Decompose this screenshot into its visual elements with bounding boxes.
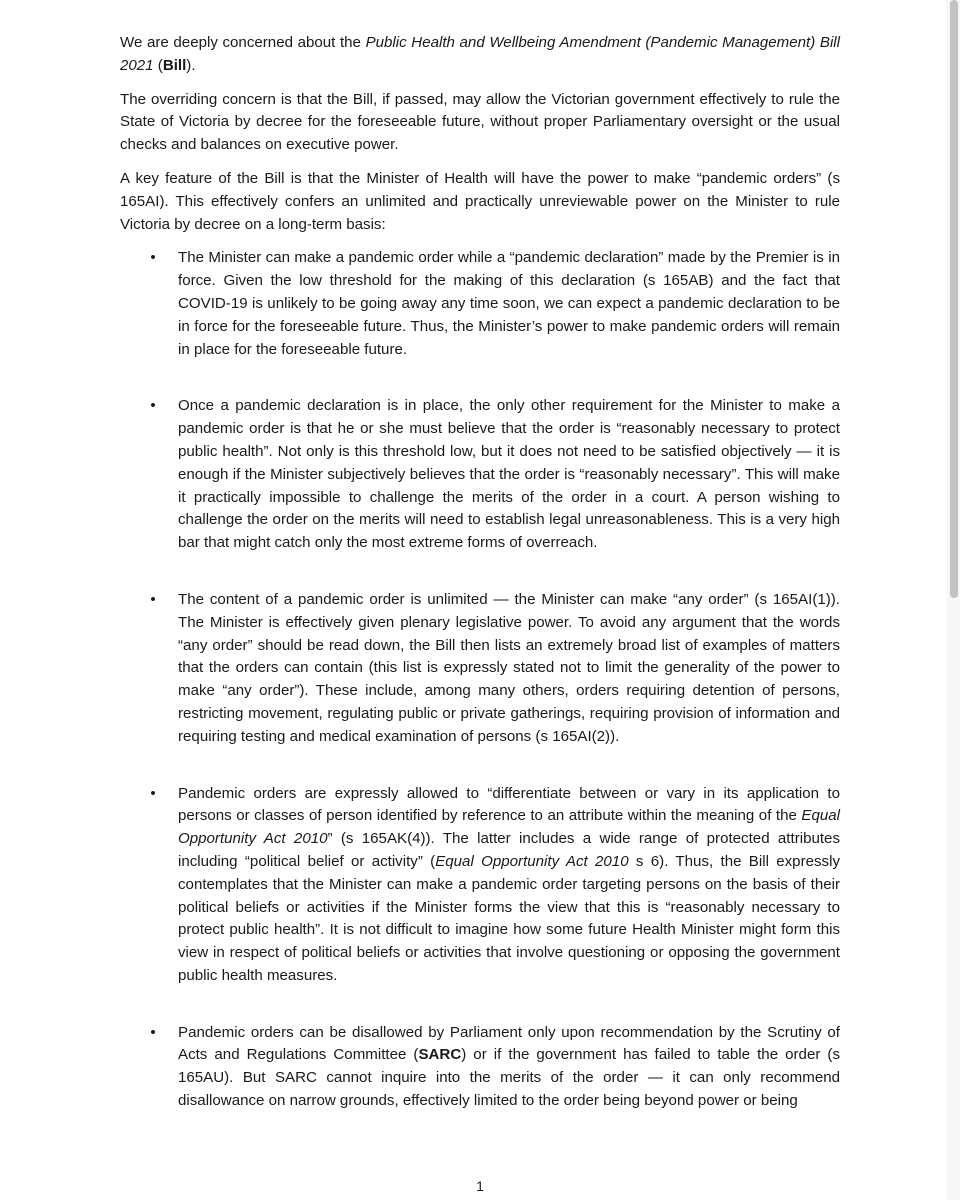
list-item <box>120 589 840 749</box>
list-item <box>120 395 840 555</box>
bullet-text: The Minister can make a pandemic order while a “pandemic declaration” made by the Premier is in force. Given the low threshold for the making of this declaration (s 165AB) and the fact that COVID-19 is unlikely to be going away any time soon, we can expect a pandemic declaration to be in force for the foreseeable future. Thus, the Minister’s power to make pandemic orders will remain in place for the foreseeable future. <box>178 249 840 358</box>
bullet-text-part: ” (s 165AK(4)). The latter includes a wide range of protected attributes including “political belief or activity” ( <box>178 830 840 870</box>
list-item <box>120 783 840 988</box>
intro-text-3: ). <box>186 56 196 74</box>
bullet-icon: • <box>150 249 156 267</box>
list-item <box>120 1022 840 1113</box>
act-title: Equal Opportunity Act 2010 <box>435 852 629 870</box>
intro-text-2: ( <box>153 56 163 74</box>
bullet-icon: • <box>150 1023 156 1041</box>
bullet-text <box>178 1024 840 1109</box>
bullet-list <box>120 247 840 1113</box>
list-item <box>120 247 840 361</box>
bullet-text <box>178 785 840 984</box>
document-body <box>120 32 840 1147</box>
bullet-text-part: Pandemic orders can be disallowed by Parliament only upon recommendation by the Scrutiny of Acts and Regulations Committee ( <box>178 1023 840 1064</box>
intro-paragraph <box>120 32 840 78</box>
page-number: 1 <box>476 1178 484 1194</box>
bullet-text-part: s 6). Thus, the Bill expressly contemplates that the Minister can make a pandemic order targeting persons on the basis of their political beliefs or activities if the Minister forms the view that this is “reasonably necessary to protect public health”. It is not difficult to imagine how some future Health Minister might form this view in respect of political beliefs or activities that involve questioning or opposing the government public health measures. <box>178 852 840 984</box>
bill-abbreviation: Bill <box>162 56 187 74</box>
bullet-text: The content of a pandemic order is unlimited — the Minister can make “any order” (s 165AI(1)). The Minister is effectively given plenary legislative power. To avoid any argument that the words “any order” should be read down, the Bill then lists an extremely broad list of examples of matters that the orders can contain (this list is expressly stated not to limit the generality of the power to make “any order”). These include, among many others, orders requiring detention of persons, restricting movement, regulating public or private gatherings, requiring provision of information and requiring testing and medical examination of persons (s 165AI(2)). <box>178 590 840 745</box>
scrollbar[interactable] <box>946 0 960 1200</box>
bill-title: Public Health and Wellbeing Amendment (Pandemic Management) Bill 2021 <box>120 34 841 74</box>
bullet-icon: • <box>150 397 156 415</box>
bullet-text: Once a pandemic declaration is in place, the only other requirement for the Minister to make a pandemic order is that he or she must believe that the order is “reasonably necessary to protect public health”. Not only is this threshold low, but it does not need to be satisfied objectively — it is enough if the Minister subjectively believes that the order is “reasonably necessary”. This will make it practically impossible to challenge the merits of the order in a court. A person wishing to challenge the order on the merits will need to establish legal unreasonableness. This is a very high bar that might catch only the most extreme forms of overreach. <box>178 397 840 552</box>
scrollbar-thumb[interactable] <box>950 0 958 598</box>
bullet-icon: • <box>150 590 156 608</box>
intro-text-1: We are deeply concerned about the <box>120 34 366 51</box>
concern-paragraph: The overriding concern is that the Bill, if passed, may allow the Victorian government effectively to rule the State of Victoria by decree for the foreseeable future, without proper Parliamentary oversight or the usual checks and balances on executive power. <box>120 90 840 154</box>
sarc-abbreviation: SARC <box>418 1046 462 1064</box>
bullet-icon: • <box>150 784 156 802</box>
bullet-text-part: ) or if the government has failed to table the order (s 165AU). But SARC cannot inquire into the merits of the order — it can only recommend disallowance on narrow grounds, effectively limited to the order being beyond power or being <box>178 1046 840 1110</box>
bullet-text-part: Pandemic orders are expressly allowed to “differentiate between or vary in its application to persons or classes of person identified by reference to an attribute within the meaning of the <box>178 784 840 825</box>
act-title: Equal Opportunity Act 2010 <box>178 807 840 848</box>
key-feature-paragraph: A key feature of the Bill is that the Minister of Health will have the power to make “pandemic orders” (s 165AI). This effectively confers an unlimited and practically unreviewable power on the Minister to rule Victoria by decree on a long-term basis: <box>120 169 840 233</box>
